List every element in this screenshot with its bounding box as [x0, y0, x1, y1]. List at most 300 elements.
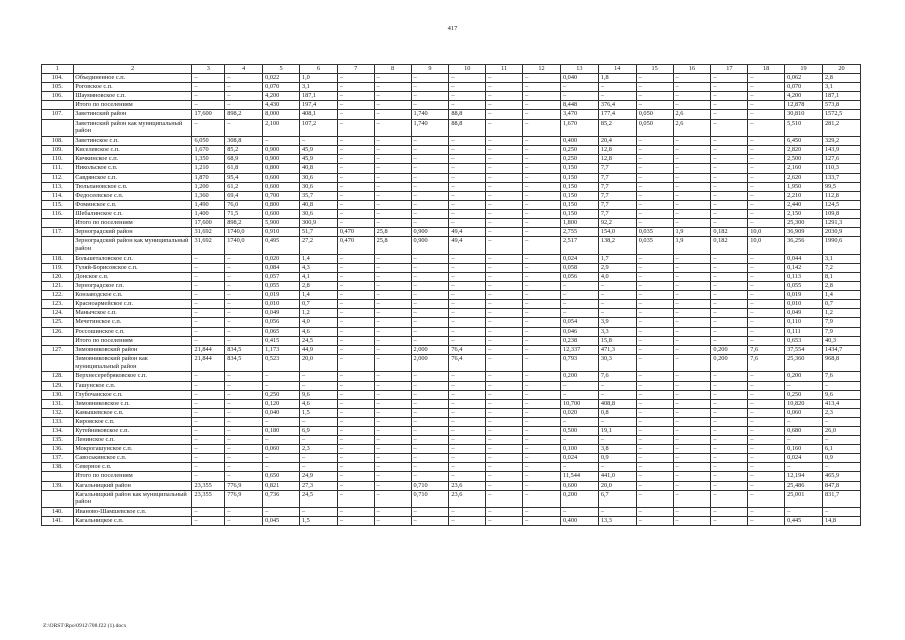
value-cell: 0,060	[263, 445, 300, 454]
value-cell: –	[449, 445, 486, 454]
value-cell: –	[711, 164, 748, 173]
value-cell: 0,049	[263, 309, 300, 318]
value-cell: –	[486, 381, 523, 390]
value-cell: 2,000	[411, 345, 449, 354]
row-name-cell: Камышевское с.п.	[73, 408, 192, 417]
value-cell: –	[192, 454, 225, 463]
row-number-cell: 105.	[42, 83, 74, 92]
value-cell: –	[523, 137, 561, 146]
value-cell: 0,600	[263, 173, 300, 182]
value-cell: –	[598, 436, 636, 445]
value-cell: –	[523, 463, 561, 472]
value-cell: 3,470	[560, 110, 598, 119]
value-cell: –	[337, 408, 374, 417]
row-name-cell: Гуляй-Борисовское с.п.	[73, 263, 192, 272]
value-cell: 25,001	[785, 490, 823, 508]
table-row	[42, 254, 861, 263]
table-row	[42, 354, 861, 372]
value-cell: –	[449, 282, 486, 291]
value-cell: –	[411, 272, 449, 281]
value-cell: 0,238	[560, 336, 598, 345]
value-cell: –	[748, 372, 785, 381]
value-cell: –	[486, 272, 523, 281]
table-row	[42, 318, 861, 327]
row-name-cell: Кагальницкий район как муниципальный район	[73, 490, 192, 508]
value-cell: –	[411, 472, 449, 481]
value-cell: –	[486, 291, 523, 300]
value-cell: 0,250	[560, 146, 598, 155]
value-cell: –	[192, 399, 225, 408]
value-cell: 1,5	[299, 517, 337, 526]
value-cell: 19,1	[598, 426, 636, 435]
value-cell: –	[523, 237, 561, 255]
row-number-cell	[42, 101, 74, 110]
value-cell: –	[337, 254, 374, 263]
value-cell: 138,2	[598, 237, 636, 255]
value-cell: –	[711, 309, 748, 318]
value-cell: –	[374, 327, 411, 336]
value-cell: –	[337, 517, 374, 526]
value-cell: 187,1	[822, 92, 860, 101]
value-cell: –	[711, 110, 748, 119]
value-cell: 177,4	[598, 110, 636, 119]
value-cell: 30,810	[785, 110, 823, 119]
value-cell: 776,9	[225, 481, 263, 490]
value-cell: 0,065	[263, 327, 300, 336]
value-cell: 1,2	[299, 309, 337, 318]
value-cell: –	[486, 164, 523, 173]
value-cell: –	[337, 137, 374, 146]
row-name-cell: Северное с.п.	[73, 463, 192, 472]
value-cell: –	[711, 372, 748, 381]
value-cell: –	[673, 390, 711, 399]
value-cell: 465,9	[822, 472, 860, 481]
value-cell: –	[523, 101, 561, 110]
column-number-header: 2	[73, 65, 192, 74]
value-cell: –	[374, 146, 411, 155]
value-cell: 2,6	[673, 119, 711, 137]
row-number-cell: 118.	[42, 254, 74, 263]
value-cell: 95,4	[225, 173, 263, 182]
value-cell: 2,9	[598, 263, 636, 272]
value-cell: 0,024	[560, 454, 598, 463]
value-cell: –	[486, 436, 523, 445]
value-cell: –	[673, 219, 711, 228]
value-cell: –	[192, 445, 225, 454]
value-cell: 0,020	[263, 254, 300, 263]
value-cell: –	[486, 83, 523, 92]
value-cell: 12,8	[598, 146, 636, 155]
table-row	[42, 372, 861, 381]
value-cell: –	[374, 191, 411, 200]
value-cell: –	[337, 272, 374, 281]
value-cell: –	[337, 309, 374, 318]
value-cell: –	[374, 110, 411, 119]
value-cell: –	[374, 92, 411, 101]
value-cell: –	[636, 155, 673, 164]
value-cell: –	[523, 318, 561, 327]
value-cell: –	[598, 309, 636, 318]
value-cell: –	[486, 137, 523, 146]
value-cell: –	[337, 110, 374, 119]
value-cell: –	[374, 463, 411, 472]
value-cell: –	[225, 417, 263, 426]
value-cell: 40,3	[822, 336, 860, 345]
value-cell: –	[299, 417, 337, 426]
value-cell: –	[374, 74, 411, 83]
value-cell: –	[486, 228, 523, 237]
value-cell: –	[225, 445, 263, 454]
value-cell: 25,300	[785, 219, 823, 228]
value-cell: –	[374, 272, 411, 281]
value-cell: –	[711, 191, 748, 200]
value-cell: 329,2	[822, 137, 860, 146]
value-cell: 25,8	[374, 237, 411, 255]
value-cell: –	[748, 110, 785, 119]
value-cell: –	[560, 381, 598, 390]
value-cell: –	[523, 200, 561, 209]
value-cell: –	[598, 291, 636, 300]
value-cell: –	[374, 454, 411, 463]
value-cell: 3,1	[822, 254, 860, 263]
table-row	[42, 282, 861, 291]
value-cell: –	[673, 318, 711, 327]
value-cell: –	[560, 291, 598, 300]
value-cell: –	[636, 481, 673, 490]
value-cell: –	[748, 336, 785, 345]
table-row	[42, 327, 861, 336]
value-cell: 1,9	[673, 237, 711, 255]
value-cell: –	[337, 291, 374, 300]
value-cell: 20,0	[598, 481, 636, 490]
value-cell: –	[748, 101, 785, 110]
value-cell: 0,024	[785, 454, 823, 463]
value-cell: –	[748, 472, 785, 481]
value-cell: 0,650	[263, 472, 300, 481]
value-cell: 1,950	[785, 182, 823, 191]
value-cell: 197,4	[299, 101, 337, 110]
value-cell: 7,2	[822, 263, 860, 272]
value-cell: 9,6	[822, 390, 860, 399]
value-cell: –	[523, 272, 561, 281]
value-cell: –	[711, 417, 748, 426]
table-row	[42, 237, 861, 255]
row-number-cell: 115.	[42, 200, 74, 209]
value-cell: –	[673, 74, 711, 83]
value-cell: –	[523, 164, 561, 173]
value-cell: 0,8	[598, 408, 636, 417]
value-cell: –	[673, 445, 711, 454]
value-cell: –	[711, 92, 748, 101]
value-cell: 0,010	[785, 300, 823, 309]
value-cell: –	[411, 417, 449, 426]
value-cell: –	[449, 155, 486, 164]
value-cell: –	[299, 508, 337, 517]
value-cell: 76,0	[225, 200, 263, 209]
value-cell: 0,084	[263, 263, 300, 272]
value-cell: –	[225, 463, 263, 472]
value-cell: –	[299, 137, 337, 146]
column-number-header: 12	[523, 65, 561, 74]
column-number-header: 20	[822, 65, 860, 74]
value-cell: –	[636, 490, 673, 508]
value-cell: 1,210	[192, 164, 225, 173]
value-cell: –	[748, 209, 785, 218]
value-cell: –	[748, 182, 785, 191]
value-cell: –	[636, 472, 673, 481]
table-row	[42, 291, 861, 300]
row-number-cell: 113.	[42, 182, 74, 191]
row-name-cell: Мокрогашунское с.п.	[73, 445, 192, 454]
value-cell: –	[560, 508, 598, 517]
value-cell: 0,049	[785, 309, 823, 318]
value-cell: –	[411, 155, 449, 164]
value-cell: 0,9	[598, 454, 636, 463]
value-cell: –	[449, 472, 486, 481]
table-row	[42, 408, 861, 417]
value-cell: 1572,5	[822, 110, 860, 119]
value-cell: –	[337, 263, 374, 272]
row-number-cell: 140.	[42, 508, 74, 517]
value-cell: –	[263, 454, 300, 463]
table-row	[42, 92, 861, 101]
row-name-cell: Итого по поселениям	[73, 101, 192, 110]
value-cell: –	[636, 345, 673, 354]
value-cell: –	[523, 92, 561, 101]
value-cell: –	[411, 164, 449, 173]
row-number-cell	[42, 237, 74, 255]
value-cell: 2,517	[560, 237, 598, 255]
value-cell: –	[225, 74, 263, 83]
value-cell: –	[523, 481, 561, 490]
value-cell: –	[673, 182, 711, 191]
row-name-cell: Роговское с.п.	[73, 83, 192, 92]
value-cell: –	[673, 472, 711, 481]
value-cell: –	[374, 254, 411, 263]
value-cell: 71,5	[225, 209, 263, 218]
value-cell: –	[192, 381, 225, 390]
value-cell: 124,5	[822, 200, 860, 209]
value-cell: 300,9	[299, 219, 337, 228]
value-cell: –	[748, 426, 785, 435]
value-cell: –	[374, 263, 411, 272]
value-cell: 31,692	[192, 228, 225, 237]
value-cell: –	[411, 327, 449, 336]
table-row	[42, 173, 861, 182]
value-cell: 1740,0	[225, 228, 263, 237]
value-cell: –	[449, 336, 486, 345]
value-cell: 0,736	[263, 490, 300, 508]
value-cell: 112,8	[822, 191, 860, 200]
value-cell: 0,9	[822, 454, 860, 463]
value-cell: 0,054	[560, 318, 598, 327]
value-cell: 1,360	[192, 191, 225, 200]
page-number: 417	[447, 25, 458, 32]
value-cell: –	[192, 508, 225, 517]
value-cell: 21,844	[192, 354, 225, 372]
row-number-cell: 117.	[42, 228, 74, 237]
value-cell: –	[486, 119, 523, 137]
value-cell: 6,9	[299, 426, 337, 435]
value-cell: 0,400	[560, 137, 598, 146]
value-cell: –	[636, 191, 673, 200]
value-cell: –	[449, 200, 486, 209]
value-cell: –	[411, 300, 449, 309]
value-cell: –	[636, 137, 673, 146]
value-cell: –	[711, 182, 748, 191]
value-cell: 30,3	[598, 354, 636, 372]
value-cell: –	[411, 92, 449, 101]
value-cell: –	[374, 345, 411, 354]
value-cell: –	[263, 508, 300, 517]
value-cell: –	[711, 426, 748, 435]
column-number-header: 17	[711, 65, 748, 74]
value-cell: –	[748, 300, 785, 309]
value-cell: –	[636, 309, 673, 318]
value-cell: 3,1	[299, 83, 337, 92]
value-cell: –	[673, 354, 711, 372]
value-cell: –	[636, 354, 673, 372]
value-cell: 13,3	[598, 517, 636, 526]
value-cell: –	[636, 83, 673, 92]
table-row	[42, 191, 861, 200]
value-cell: 0,020	[560, 408, 598, 417]
value-cell: 0,056	[560, 272, 598, 281]
value-cell: 7,9	[822, 327, 860, 336]
value-cell: 0,910	[263, 228, 300, 237]
value-cell: –	[598, 390, 636, 399]
value-cell: –	[711, 318, 748, 327]
table-row	[42, 463, 861, 472]
value-cell: 44,9	[299, 345, 337, 354]
value-cell: –	[636, 417, 673, 426]
value-cell: 25,360	[785, 354, 823, 372]
value-cell: –	[449, 381, 486, 390]
value-cell: –	[225, 472, 263, 481]
table-row	[42, 83, 861, 92]
value-cell: –	[411, 200, 449, 209]
table-row	[42, 399, 861, 408]
value-cell: –	[486, 110, 523, 119]
value-cell: 0,070	[785, 83, 823, 92]
value-cell: 10,0	[748, 228, 785, 237]
value-cell: –	[748, 445, 785, 454]
row-number-cell: 121.	[42, 282, 74, 291]
value-cell: –	[411, 263, 449, 272]
value-cell: –	[523, 436, 561, 445]
value-cell: –	[411, 408, 449, 417]
row-number-cell	[42, 490, 74, 508]
value-cell: –	[486, 481, 523, 490]
value-cell: 88,8	[449, 119, 486, 137]
value-cell: –	[225, 291, 263, 300]
value-cell: 23,6	[449, 481, 486, 490]
table-row	[42, 74, 861, 83]
column-number-header: 3	[192, 65, 225, 74]
value-cell: –	[560, 92, 598, 101]
value-cell: –	[225, 436, 263, 445]
value-cell: –	[673, 209, 711, 218]
value-cell: –	[636, 454, 673, 463]
value-cell: –	[523, 191, 561, 200]
value-cell: –	[486, 345, 523, 354]
value-cell: –	[225, 83, 263, 92]
value-cell: –	[486, 173, 523, 182]
value-cell: –	[636, 517, 673, 526]
value-cell: –	[225, 300, 263, 309]
value-cell: –	[636, 318, 673, 327]
value-cell: –	[636, 209, 673, 218]
value-cell: 0,250	[560, 155, 598, 164]
value-cell: –	[636, 182, 673, 191]
value-cell: 17,600	[192, 110, 225, 119]
row-number-cell	[42, 472, 74, 481]
value-cell: 0,150	[560, 164, 598, 173]
value-cell: –	[192, 272, 225, 281]
column-number-header: 11	[486, 65, 523, 74]
value-cell: –	[374, 209, 411, 218]
value-cell: –	[711, 327, 748, 336]
value-cell: –	[337, 191, 374, 200]
value-cell: –	[411, 209, 449, 218]
value-cell: –	[523, 219, 561, 228]
value-cell: –	[711, 517, 748, 526]
value-cell: 20,0	[299, 354, 337, 372]
row-number-cell: 122.	[42, 291, 74, 300]
value-cell: –	[225, 381, 263, 390]
row-name-cell: Фоминское с.п.	[73, 200, 192, 209]
value-cell: –	[374, 309, 411, 318]
value-cell: 1,173	[263, 345, 300, 354]
value-cell: –	[192, 92, 225, 101]
value-cell: –	[449, 463, 486, 472]
table-row	[42, 209, 861, 218]
value-cell: 1291,3	[822, 219, 860, 228]
value-cell: –	[636, 336, 673, 345]
value-cell: –	[192, 417, 225, 426]
value-cell: –	[560, 309, 598, 318]
value-cell: –	[337, 436, 374, 445]
table-row	[42, 472, 861, 481]
value-cell: –	[192, 463, 225, 472]
value-cell: –	[449, 300, 486, 309]
value-cell: –	[673, 508, 711, 517]
value-cell: –	[486, 445, 523, 454]
table-row	[42, 517, 861, 526]
row-name-cell: Итого по поселениям	[73, 336, 192, 345]
value-cell: –	[673, 309, 711, 318]
value-cell: 1,7	[598, 254, 636, 263]
value-cell: –	[711, 146, 748, 155]
table-body	[42, 65, 861, 526]
value-cell: 1,4	[299, 254, 337, 263]
value-cell: –	[598, 92, 636, 101]
value-cell: –	[411, 445, 449, 454]
value-cell: 69,4	[225, 191, 263, 200]
value-cell: 20,4	[598, 137, 636, 146]
table-row	[42, 228, 861, 237]
value-cell: –	[673, 463, 711, 472]
value-cell: –	[636, 445, 673, 454]
value-cell: –	[636, 390, 673, 399]
value-cell: 6,450	[785, 137, 823, 146]
value-cell: –	[748, 272, 785, 281]
table-row	[42, 300, 861, 309]
value-cell: –	[337, 372, 374, 381]
value-cell: –	[337, 345, 374, 354]
value-cell: –	[374, 354, 411, 372]
row-name-cell: Зимовниковский район как муниципальный район	[73, 354, 192, 372]
